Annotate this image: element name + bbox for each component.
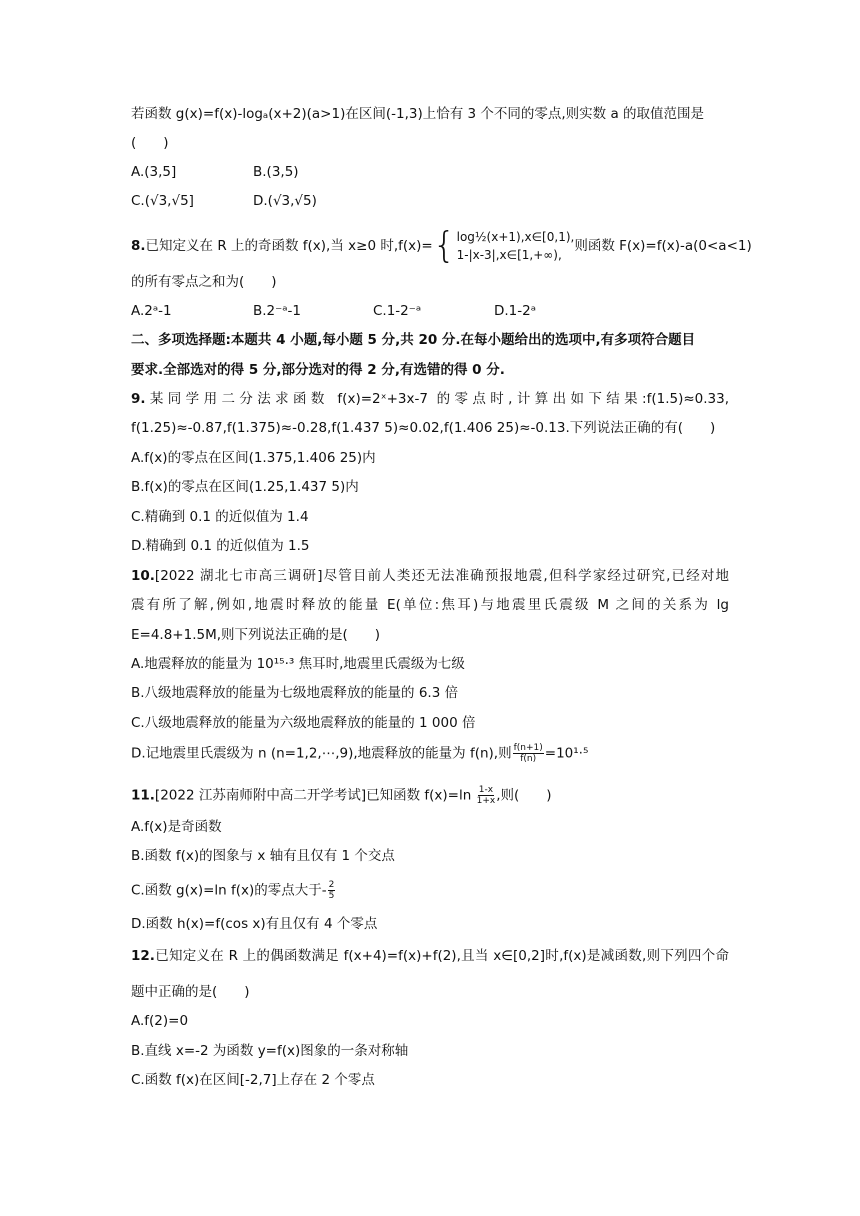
q8-piece1: log½(x+1),x∈[0,1), [456, 230, 575, 244]
fraction-numerator: 1-x [478, 785, 494, 795]
q8-stem-tail: 则函数 F(x)=f(x)-a(0<a<1) [574, 238, 752, 254]
q8-option-c: C.1-2⁻ᵃ [373, 303, 422, 319]
q7-option-d: D.(√3,√5) [253, 193, 317, 209]
q10-option-d-text: D.记地震里氏震级为 n (n=1,2,⋯,9),地震释放的能量为 f(n),则 [131, 745, 512, 762]
q10-option-d [131, 743, 588, 764]
q12-line2: 题中正确的是( ) [131, 984, 250, 1000]
q10-stem: [2022 湖北七市高三调研]尽管目前人类还无法准确预报地震,但科学家经过研究,已经对地 [154, 568, 729, 584]
q10-option-b: B.八级地震释放的能量为七级地震释放的能量的 6.3 倍 [131, 685, 459, 701]
q9-option-d: D.精确到 0.1 的近似值为 1.5 [131, 538, 310, 554]
q9-number: 9. [131, 391, 146, 407]
q11-line1 [131, 785, 552, 806]
q11-option-a: A.f(x)是奇函数 [131, 819, 222, 835]
q8-option-d: D.1-2ᵃ [494, 303, 537, 319]
q7-line1: 若函数 g(x)=f(x)-logₐ(x+2)(a>1)在区间(-1,3)上恰有 3 个不同的零点,则实数 a 的取值范围是 [131, 106, 705, 122]
q8-number: 8. [131, 238, 146, 254]
q9-option-a: A.f(x)的零点在区间(1.375,1.406 25)内 [131, 450, 376, 466]
q9-stem: 某同学用二分法求函数 f(x)=2ˣ+3x-7 的零点时,计算出如下结果:f(1.5)≈0.33, [145, 391, 729, 407]
q12-option-b: B.直线 x=-2 为函数 y=f(x)图象的一条对称轴 [131, 1043, 409, 1059]
q8-piece2: 1-|x-3|,x∈[1,+∞), [456, 248, 562, 262]
q12-option-a: A.f(2)=0 [131, 1013, 189, 1029]
q7-option-b: B.(3,5) [253, 164, 299, 180]
section2-heading-line2: 要求.全部选对的得 5 分,部分选对的得 2 分,有选错的得 0 分. [131, 362, 505, 378]
fraction-denominator: 5 [328, 891, 335, 901]
q10-energy-ratio-fraction [513, 743, 544, 764]
q8-stem: 已知定义在 R 上的奇函数 f(x),当 x≥0 时,f(x)= [145, 238, 433, 254]
q10-option-d-tail: =10¹·⁵ [544, 745, 589, 762]
q10-option-a: A.地震释放的能量为 10¹⁵·³ 焦耳时,地震里氏震级为七级 [131, 656, 465, 672]
q8-option-a: A.2ᵃ-1 [131, 303, 172, 319]
piecewise-brace: { [432, 225, 456, 266]
q9-option-b: B.f(x)的零点在区间(1.25,1.437 5)内 [131, 479, 359, 495]
q7-line2: ( ) [131, 135, 169, 151]
q8-line1 [131, 225, 752, 266]
q7-option-c: C.(√3,√5] [131, 193, 194, 209]
q11-number: 11. [131, 787, 155, 804]
q8-line2: 的所有零点之和为( ) [131, 274, 277, 290]
q12-line1 [131, 946, 729, 966]
q10-line3: E=4.8+1.5M,则下列说法正确的是( ) [131, 627, 381, 643]
q9-line1 [131, 389, 729, 409]
q12-number: 12. [131, 948, 155, 964]
q10-line2: 震有所了解,例如,地震时释放的能量 E(单位:焦耳)与地震里氏震级 M 之间的关系为 lg [131, 597, 729, 613]
q7-option-a: A.(3,5] [131, 164, 177, 180]
q11-option-c-text: C.函数 g(x)=ln f(x)的零点大于- [131, 882, 327, 899]
q10-line1 [131, 566, 729, 586]
q12-stem: 已知定义在 R 上的偶函数满足 f(x+4)=f(x)+f(2),且当 x∈[0,2]时,f(x)是减函数,则下列四个命 [154, 948, 729, 964]
q10-number: 10. [131, 568, 155, 584]
q11-option-d: D.函数 h(x)=f(cos x)有且仅有 4 个零点 [131, 916, 378, 932]
q11-option-c [131, 880, 336, 901]
q8-option-b: B.2⁻ᵃ-1 [253, 303, 302, 319]
q11-function-fraction [477, 785, 496, 806]
fraction-numerator: 2 [328, 880, 335, 890]
q9-line2: f(1.25)≈-0.87,f(1.375)≈-0.28,f(1.437 5)≈0.02,f(1.406 25)≈-0.13.下列说法正确的有( ) [131, 420, 716, 436]
fraction-denominator: 1+x [476, 796, 496, 806]
q11-option-c-fraction [328, 880, 336, 901]
q9-option-c: C.精确到 0.1 的近似值为 1.4 [131, 509, 309, 525]
q11-option-b: B.函数 f(x)的图象与 x 轴有且仅有 1 个交点 [131, 848, 395, 864]
q8-piecewise [457, 228, 575, 264]
section2-heading-line1: 二、多项选择题:本题共 4 小题,每小题 5 分,共 20 分.在每小题给出的选项中,有多项符合题目 [131, 332, 696, 348]
q11-stem-tail: ,则( ) [496, 787, 552, 804]
q10-option-c: C.八级地震释放的能量为六级地震释放的能量的 1 000 倍 [131, 715, 476, 731]
q12-option-c: C.函数 f(x)在区间[-2,7]上存在 2 个零点 [131, 1072, 375, 1088]
fraction-numerator: f(n+1) [513, 743, 543, 753]
q11-stem: [2022 江苏南师附中高二开学考试]已知函数 f(x)=ln [154, 787, 472, 804]
fraction-denominator: f(n) [520, 754, 537, 764]
